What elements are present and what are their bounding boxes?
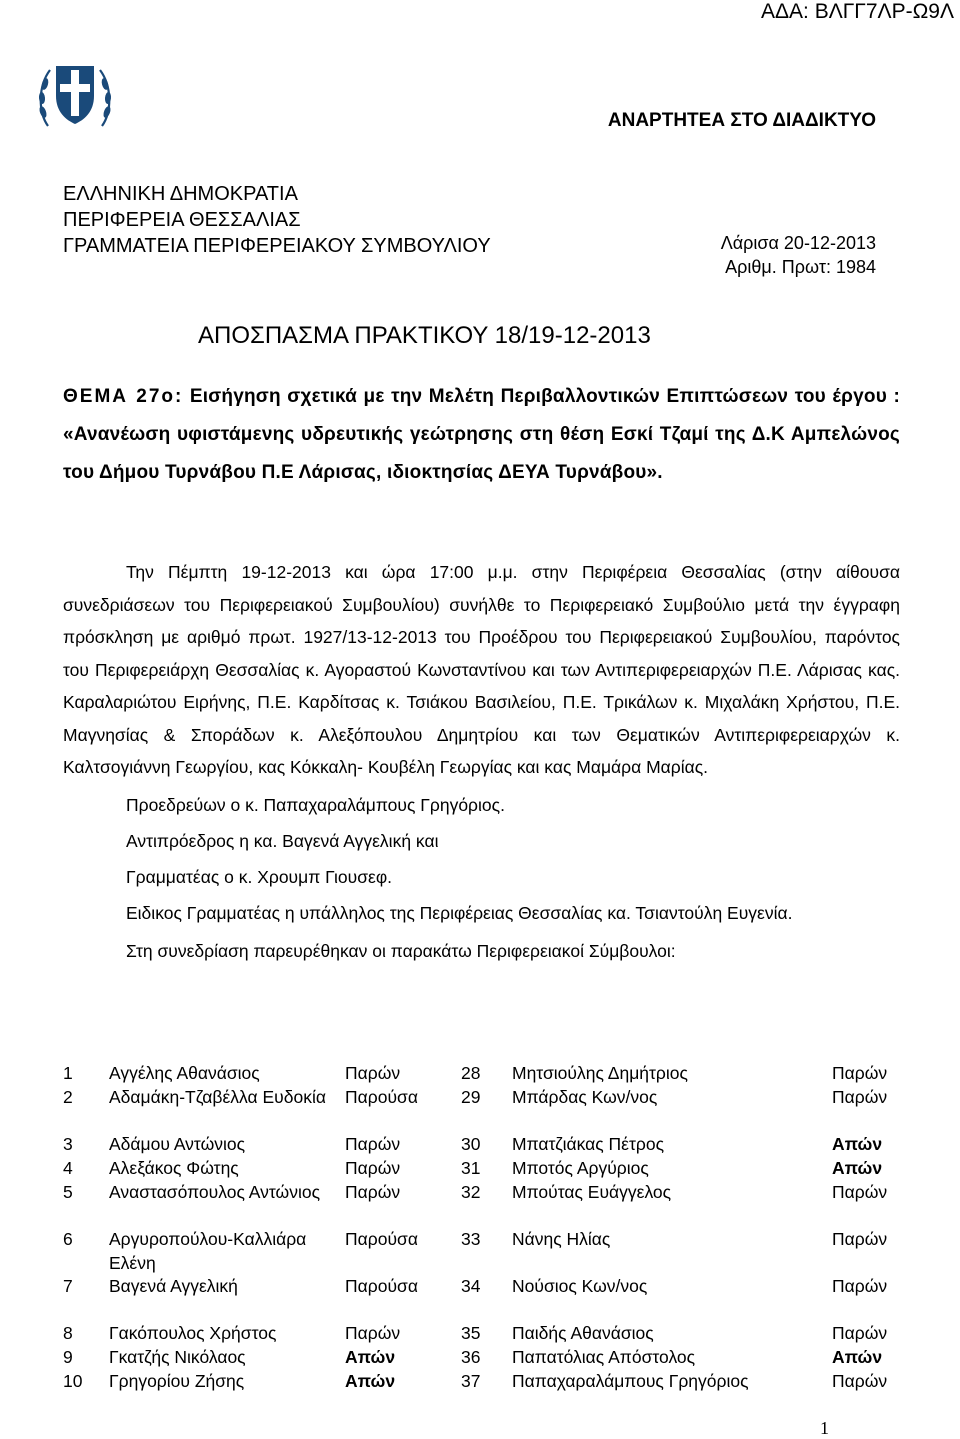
ada-code: ΑΔΑ: ΒΛΓΓ7ΛΡ-Ω9Λ — [761, 0, 954, 23]
issuer-line-3: ΓΡΑΜΜΑΤΕΙΑ ΠΕΡΙΦΕΡΕΙΑΚΟΥ ΣΥΜΒΟΥΛΙΟΥ — [63, 235, 491, 257]
subject-text: Εισήγηση σχετικά με την Μελέτη Περιβαλλοντικών Επιπτώσεων του έργου : «Ανανέωση υφιστάμενης υδρευτικής γεώτρησης στη θέση Εσκί Τζαμί της Δ.Κ Αμπελώνος του Δήμου Τυρνάβου Π.Ε Λάρισας, ιδιοκτησίας ΔΕΥΑ Τυρνάβου». — [63, 386, 900, 483]
member-number: 1 — [63, 1063, 73, 1083]
member-number: 37 — [461, 1371, 481, 1391]
place-date: Λάρισα 20-12-2013 — [720, 233, 876, 253]
member-name: Αργυροπούλου-Καλλιάρα Ελένη — [109, 1229, 307, 1273]
table-row — [63, 1180, 900, 1227]
member-status: Απών — [345, 1347, 396, 1367]
session-paragraph: Την Πέμπτη 19-12-2013 και ώρα 17:00 μ.μ. στην Περιφέρεια Θεσσαλίας (στην αίθουσα συνεδριάσεων του Περιφερειακού Συμβουλίου) συνήλθε το Περιφερειακό Συμβούλιο μετά την έγγραφη πρόσκληση με αριθμό πρωτ. 1927/13-12-2013 του Προέδρου του Περιφερειακού Συμβουλίου, παρόντος του Περιφερειάρχη Θεσσαλίας κ. Αγοραστού Κωνσταντίνου και των Αντιπεριφερειαρχών Π.Ε. Λάρισας κας. Καραλαριώτου Ειρήνης, Π.Ε. Καρδίτσας κ. Τσιάκου Βασιλείου, Π.Ε. Τρικάλων κ. Μιχαλάκη Χρήστου, Π.Ε. Μαγνησίας & Σποράδων κ. Αλεξόπουλου Δημητρίου και των Θεματικών Αντιπεριφερειαρχών κ. Καλτσογιάννη Γεωργίου, κας Κόκκαλη- Κουβέλη Γεωργίας και κας Μαμάρα Μαρίας. — [63, 562, 900, 777]
member-name: Γακόπουλος Χρήστος — [109, 1323, 277, 1343]
member-number: 9 — [63, 1347, 73, 1367]
member-status: Απών — [345, 1371, 396, 1391]
publish-notice: ΑΝΑΡΤΗΤΕΑ ΣΤΟ ΔΙΑΔΙΚΤΥΟ — [607, 110, 876, 131]
special-secretary-line: Ειδικος Γραμματέας η υπάλληλος της Περιφέρειας Θεσσαλίας κα. Τσιαντούλη Ευγενία. — [126, 902, 793, 923]
member-status: Παρών — [832, 1087, 888, 1107]
member-name: Νούσιος Κων/νος — [512, 1276, 648, 1296]
member-status: Παρών — [345, 1134, 401, 1154]
member-status: Παρούσα — [345, 1229, 418, 1249]
member-status: Παρών — [832, 1323, 888, 1343]
member-number: 2 — [63, 1087, 73, 1107]
table-row — [63, 1085, 900, 1132]
member-number: 34 — [461, 1276, 481, 1296]
member-status: Απών — [832, 1347, 883, 1367]
member-name: Γρηγορίου Ζήσης — [109, 1371, 245, 1391]
member-number: 36 — [461, 1347, 481, 1367]
member-name: Αδαμάκη-Τζαβέλλα Ευδοκία — [109, 1087, 326, 1107]
member-status: Παρών — [832, 1229, 888, 1249]
member-status: Παρούσα — [345, 1276, 418, 1296]
member-name: Μπούτας Ευάγγελος — [512, 1182, 672, 1202]
member-status: Απών — [832, 1134, 883, 1154]
issuer-line-1: ΕΛΛΗΝΙΚΗ ΔΗΜΟΚΡΑΤΙΑ — [63, 183, 298, 205]
member-name: Μπάρδας Κων/νος — [512, 1087, 658, 1107]
member-name: Παπατόλιας Απόστολος — [512, 1347, 696, 1367]
table-row — [63, 1345, 900, 1369]
table-row — [63, 1156, 900, 1180]
issuer-line-2: ΠΕΡΙΦΕΡΕΙΑ ΘΕΣΣΑΛΙΑΣ — [63, 209, 301, 231]
member-number: 32 — [461, 1182, 481, 1202]
member-name: Μποτός Αργύριος — [512, 1158, 649, 1178]
member-name: Αναστασόπουλος Αντώνιος — [109, 1182, 321, 1202]
member-name: Παπαχαραλάμπους Γρηγόριος — [512, 1371, 749, 1391]
subject-label: ΘΕΜΑ 27ο: — [63, 386, 184, 407]
member-name: Αλεξάκος Φώτης — [109, 1158, 239, 1178]
member-status: Απών — [832, 1158, 883, 1178]
member-status: Παρών — [832, 1182, 888, 1202]
member-status: Παρών — [345, 1323, 401, 1343]
member-number: 10 — [63, 1371, 83, 1391]
member-status: Παρών — [345, 1158, 401, 1178]
member-status: Παρών — [345, 1182, 401, 1202]
extract-title: ΑΠΟΣΠΑΣΜΑ ΠΡΑΚΤΙΚΟΥ 18/19-12-2013 — [198, 322, 651, 349]
member-number: 4 — [63, 1158, 73, 1178]
member-number: 28 — [461, 1063, 481, 1083]
member-number: 6 — [63, 1229, 73, 1249]
protocol-number: Αριθμ. Πρωτ: 1984 — [725, 257, 876, 277]
member-name: Αγγέλης Αθανάσιος — [109, 1063, 260, 1083]
member-name: Μητσιούλης Δημήτριος — [512, 1063, 688, 1083]
member-number: 33 — [461, 1229, 481, 1249]
member-number: 30 — [461, 1134, 481, 1154]
member-number: 31 — [461, 1158, 481, 1178]
attendance-table — [63, 1061, 900, 1393]
table-row — [63, 1321, 900, 1345]
attendance-intro: Στη συνεδρίαση παρευρέθηκαν οι παρακάτω Περιφερειακοί Σύμβουλοι: — [126, 940, 676, 961]
member-number: 3 — [63, 1134, 73, 1154]
member-status: Παρών — [832, 1063, 888, 1083]
secretary-line: Γραμματέας ο κ. Χρουμπ Γιουσεφ. — [126, 866, 393, 887]
member-status: Παρούσα — [345, 1087, 418, 1107]
table-row — [63, 1227, 900, 1274]
member-name: Μπατζιάκας Πέτρος — [512, 1134, 665, 1154]
member-status: Παρών — [832, 1371, 888, 1391]
member-status: Παρών — [345, 1063, 401, 1083]
vice-president-line: Αντιπρόεδρος η κα. Βαγενά Αγγελική και — [126, 830, 439, 851]
member-number: 8 — [63, 1323, 73, 1343]
member-number: 29 — [461, 1087, 481, 1107]
member-number: 35 — [461, 1323, 481, 1343]
subject-paragraph — [63, 378, 900, 492]
page-number: 1 — [820, 1418, 829, 1438]
member-number: 7 — [63, 1276, 73, 1296]
table-row — [63, 1369, 900, 1393]
member-name: Παιδής Αθανάσιος — [512, 1323, 654, 1343]
table-row — [63, 1061, 900, 1085]
member-status: Παρών — [832, 1276, 888, 1296]
minutes-body — [63, 556, 900, 969]
member-name: Αδάμου Αντώνιος — [109, 1134, 246, 1154]
member-name: Βαγενά Αγγελική — [109, 1276, 238, 1296]
member-number: 5 — [63, 1182, 73, 1202]
member-name: Γκατζής Νικόλαος — [109, 1347, 246, 1367]
table-row — [63, 1132, 900, 1156]
president-line: Προεδρεύων ο κ. Παπαχαραλάμπους Γρηγόριος. — [126, 794, 505, 815]
table-row — [63, 1274, 900, 1321]
greek-emblem-icon — [34, 56, 116, 134]
member-name: Νάνης Ηλίας — [512, 1229, 611, 1249]
